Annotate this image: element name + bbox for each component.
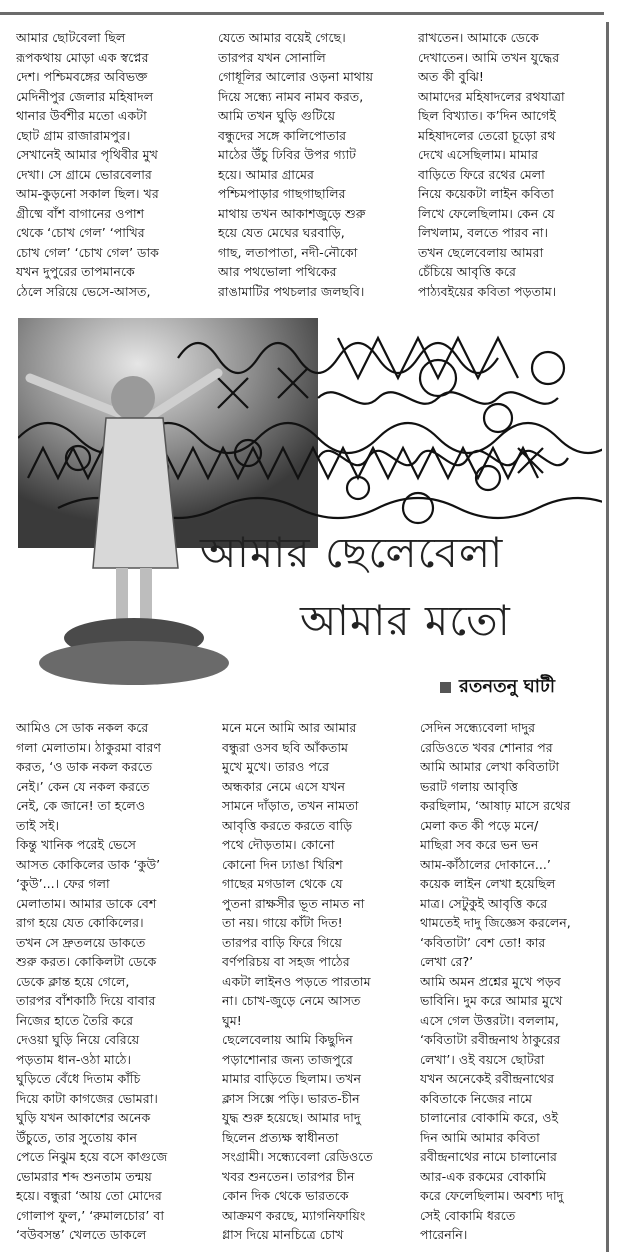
byline-marker-icon — [440, 682, 451, 693]
headline-line-2: আমার মতো — [300, 596, 511, 645]
author-name: রতনতনু ঘাটী — [459, 676, 555, 697]
byline — [440, 672, 555, 703]
article-column-bottom-1: আমিও সে ডাক নকল করে গলা মেলাতাম। ঠাকুরমা বারণ করত, ‘ও ডাক নকল করতে নেই।’ কেন যে নকল করতে নেই, কে জানে! তা হলেও তাই সই। কিন্তু খানিক পরেই ভেসে আসত কোকিলের ডাক ‘কুউ’ ‘কুউ’...। ফের গলা মেলাতাম। আমার ডাকে বেশ রাগ হয়ে যেত কোকিলের। তখন সে দ্রুতলয়ে ডাকতে শুরু করত। কোকিলটা ডেকে ডেকে ক্লান্ত হয়ে গেলে, তারপর বাঁশকাঠি দিয়ে বাবার নিজের হাতে তৈরি করে দেওয়া ঘুড়ি নিয়ে বেরিয়ে পড়তাম ধান-ওঠা মাঠে। ঘুড়িতে বেঁধে দিতাম কাঁচি দিয়ে কাটা কাগজের ভোমরা। ঘুড়ি যখন আকাশের অনেক উঁচুতে, তার সুতোয় কান পেতে নিঝুম হয়ে বসে কাগুজে ভোমরার শব্দ শুনতাম তন্ময় হয়ে। বন্ধুরা ‘আয় তো মোদের গোলাপ ফুল,’ ‘রুমালচোর’ বা ‘বউবসন্ত’ খেলতে ডাকলে — [16, 720, 168, 1242]
article-column-bottom-3: সেদিন সন্ধ্যেবেলা দাদুর রেডিওতে খবর শোনার পর আমি আমার লেখা কবিতাটা ভরাট গলায় আবৃত্তি করছিলাম, ‘আষাঢ় মাসে রথের মেলা কত কী পড়ে মনে/ মাছিরা সব করে ভন ভন আম-কাঁঠালের দোকানে...’ কয়েক লাইন লেখা হয়েছিল মাত্র। সেটুকুই আবৃত্তি করে থামতেই দাদু জিজ্ঞেস করলেন, ‘কবিতাটা’ বেশ তো! কার লেখা রে?’ আমি অমন প্রশ্নের মুখে পড়ব ভাবিনি। দুম করে আমার মুখে এসে গেল উত্তরটা। বললাম, ‘কবিতাটা রবীন্দ্রনাথ ঠাকুরের লেখা’। ওই বয়সে ছোটরা যখন অনেকেই রবীন্দ্রনাথের কবিতাকে নিজের নামে চালানোর বোকামি করে, ওই দিন আমি আমার কবিতা রবীন্দ্রনাথের নামে চালানোর আর-এক রকমের বোকামি করে ফেলেছিলাম। অবশ্য দাদু সেই বোকামি ধরতে পারেননি। — [420, 720, 571, 1242]
right-rule — [606, 22, 609, 1252]
top-rule — [0, 12, 604, 15]
article-column-top-1: আমার ছোটবেলা ছিল রূপকথায় মোড়া এক স্বপ্নের দেশ। পশ্চিমবঙ্গের অবিভক্ত মেদিনীপুর জেলার মহিষাদল থানার উর্বশীর মতো একটা ছোট গ্রাম রাজারামপুর। সেখানেই আমার পৃথিবীর মুখ দেখা। সে গ্রামে ভোরবেলার আম-কুড়নো সকাল ছিল। খর গ্রীষ্মে বাঁশ বাগানের ওপাশ থেকে ‘চোখ গেল’ ‘পাখির চোখ গেল’ ‘চোখ গেল’ ডাক যখন দুপুরের তাপমানকে ঠেলে সরিয়ে ভেসে-আসত, — [16, 30, 159, 299]
article-column-top-2: যেতে আমার বয়েই গেছে। তারপর যখন সোনালি গোধূলির আলোর ওড়না মাথায় দিয়ে সন্ধ্যে নামব নামব করত, আমি তখন ঘুড়ি গুটিয়ে বন্ধুদের সঙ্গে কালিপোতার মাঠের উঁচু ঢিবির উপর গ্যাট হয়ে। আমার গ্রামের পশ্চিমপাড়ার গাছগাছালির মাথায় তখন আকাশজুড়ে শুরু হয়ে যেত মেঘের ঘরবাড়ি, গাছ, লতাপাতা, নদী-নৌকো আর পথভোলা পথিকের রাঙামাটির পথচলার জলছবি। — [218, 30, 374, 299]
article-column-top-3: রাখতেন। আমাকে ডেকে দেখাতেন। আমি তখন যুদ্ধের অত কী বুঝি! আমাদের মহিষাদলের রথযাত্রা ছিল বিখ্যাত। ক’দিন আগেই মহিষাদলের তেরো চূড়ো রথ দেখে এসেছিলাম। মামার বাড়িতে ফিরে রথের মেলা নিয়ে কয়েকটা লাইন কবিতা লিখে ফেলেছিলাম। কেন যে লিখলাম, বলতে পারব না। তখন ছেলেবেলায় আমরা চেঁচিয়ে আবৃত্তি করে পাঠ্যবইয়ের কবিতা পড়তাম। — [418, 30, 565, 299]
headline-line-1: আমার ছেলেবেলা — [200, 528, 504, 577]
article-column-bottom-2: মনে মনে আমি আর আমার বন্ধুরা ওসব ছবি আঁকতাম মুখে মুখে। তারও পরে অন্ধকার নেমে এসে যখন সামনে দাঁড়াত, তখন নামতা আবৃত্তি করতে করতে বাড়ি পথে দৌড়তাম। কোনো কোনো দিন ঢ্যাঙা খিরিশ গাছের মগডাল থেকে যে পুতনা রাক্ষসীর ভূত নামত না তা নয়। গায়ে কাঁটা দিত! তারপর বাড়ি ফিরে গিয়ে বর্ণপরিচয় বা সহজ পাঠের একটা লাইনও পড়তে পারতাম না। চোখ-জুড়ে নেমে আসত ঘুম! ছেলেবেলায় আমি কিছুদিন পড়াশোনার জন্য তাজপুরে মামার বাড়িতে ছিলাম। তখন ক্লাস সিক্সে পড়ি। ভারত-চীন যুদ্ধ শুরু হয়েছে। আমার দাদু ছিলেন প্রত্যক্ষ স্বাধীনতা সংগ্রামী। সন্ধ্যেবেলা রেডিওতে খবর শুনতেন। তারপর চীন কোন দিক থেকে ভারতকে আক্রমণ করছে, ম্যাগনিফায়িং গ্লাস দিয়ে মানচিত্রে চোখ — [222, 720, 373, 1242]
